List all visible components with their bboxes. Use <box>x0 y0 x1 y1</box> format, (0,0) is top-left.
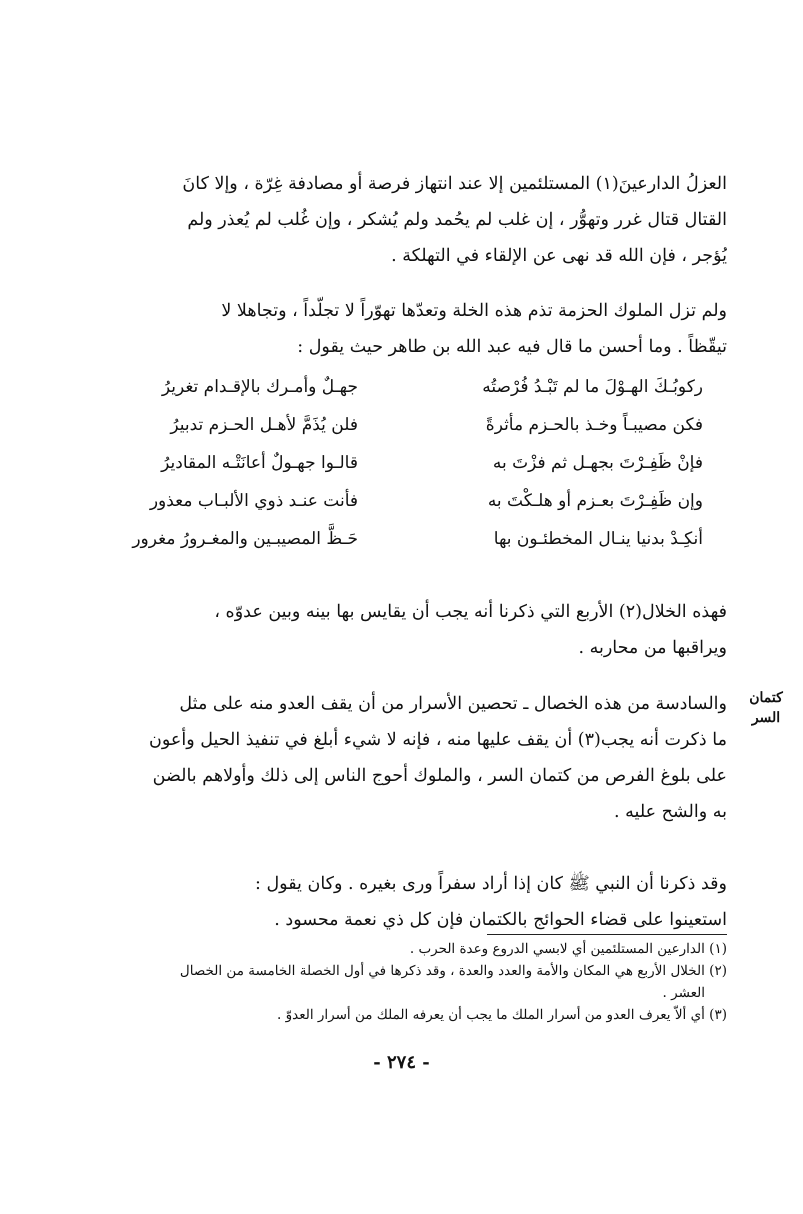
footnote-1: (١) الدارعين المستلئمين أي لابسي الدروع وعدة الحرب . <box>409 941 727 957</box>
verse-second-hemistich: حَـظَّ المصيبـين والمغـرورُ مغرور <box>132 529 358 549</box>
verse-second-hemistich: فأنت عنـد ذوي الألبـاب معذور <box>149 491 358 511</box>
text-line: والسادسة من هذه الخصال ـ تحصين الأسرار من أن يقف العدو منه على مثل <box>179 694 727 714</box>
poem-verse <box>73 406 727 444</box>
paragraph-1 <box>73 166 727 274</box>
paragraph-5 <box>73 866 727 938</box>
paragraph-2 <box>73 293 727 365</box>
text-line: به والشح عليه . <box>614 802 727 822</box>
paragraph-4 <box>73 686 727 830</box>
verse-first-hemistich: أنكِـدْ بدنيا ينـال المخطئـون بها <box>493 529 703 549</box>
text-line: استعينوا على قضاء الحوائج بالكتمان فإن كل ذي نعمة محسود . <box>274 910 727 930</box>
footnotes <box>73 938 727 1026</box>
verse-first-hemistich: فكن مصيبـاً وخـذ بالحـزم مأثرةً <box>485 415 703 435</box>
poem-verse <box>73 368 727 406</box>
page-number: - ٢٧٤ - <box>373 1052 430 1073</box>
text-line: على بلوغ الفرص من كتمان السر ، والملوك أحوج الناس إلى ذلك وأولاهم بالضن <box>152 766 727 786</box>
text-line: القتال قتال غرر وتهوُّر ، إن غلب لم يحُمد ولم يُشكر ، وإن غُلب لم يُعذر ولم <box>187 210 727 230</box>
verse-first-hemistich: ركوبُـكَ الهـوْلَ ما لم تَبْـدُ فُرْصتُه <box>482 377 703 397</box>
paragraph-3 <box>73 594 727 666</box>
text-line: تيقّظاً . وما أحسن ما قال فيه عبد الله بن طاهر حيث يقول : <box>297 337 727 357</box>
footnote-3: (٣) أي ألاّ يعرف العدو من أسرار الملك ما يجب أن يعرفه الملك من أسرار العدوّ . <box>277 1007 727 1023</box>
text-line: يُؤجر ، فإن الله قد نهى عن الإلقاء في التهلكة . <box>391 246 727 266</box>
text-line: فهذه الخلال(٢) الأربع التي ذكرنا أنه يجب أن يقايس بها بينه وبين عدوّه ، <box>214 602 727 622</box>
poem <box>73 368 727 558</box>
text-line: العزلُ الدارعينَ(١) المستلئمين إلا عند انتهاز فرصة أو مصادفة غِرّة ، وإلا كانَ <box>182 174 727 194</box>
poem-verse <box>73 520 727 558</box>
text-line: وقد ذكرنا أن النبي ﷺ كان إذا أراد سفراً ورى بغيره . وكان يقول : <box>254 874 727 894</box>
verse-second-hemistich: جهـلٌ وأمـرك بالإقـدام تغريرُ <box>161 377 358 397</box>
footnote-separator <box>487 934 727 935</box>
poem-verse <box>73 444 727 482</box>
verse-first-hemistich: فإنْ ظَفِـرْتَ بجهـل ثم فزْتَ به <box>492 453 703 473</box>
text-line: ولم تزل الملوك الحزمة تذم هذه الخلة وتعدّها تهوّراً لا تجلّداً ، وتجاهلا لا <box>221 301 727 321</box>
margin-heading-line: كتمان <box>749 690 783 706</box>
text-line: ويراقبها من محاربه . <box>578 638 727 658</box>
poem-verse <box>73 482 727 520</box>
footnote-2: (٢) الخلال الأربع هي المكان والأمة والعدد والعدة ، وقد ذكرها في أول الخصلة الخامسة من الخصال <box>179 963 727 979</box>
footnote-2-continuation: العشر . <box>662 985 705 1001</box>
margin-heading <box>737 688 795 728</box>
margin-heading-line: السر <box>751 710 781 726</box>
verse-second-hemistich: فلن يُذَمَّ لأهـل الحـزم تدبيرُ <box>170 415 358 435</box>
verse-first-hemistich: وإن ظَفِـرْتَ بعـزم أو هلـكْتَ به <box>487 491 703 511</box>
verse-second-hemistich: قالـوا جهـولٌ أعانَتْـه المقاديرُ <box>161 453 358 473</box>
text-line: ما ذكرت أنه يجب(٣) أن يقف عليها منه ، فإنه لا شيء أبلغ في تنفيذ الحيل وأعون <box>149 730 727 750</box>
